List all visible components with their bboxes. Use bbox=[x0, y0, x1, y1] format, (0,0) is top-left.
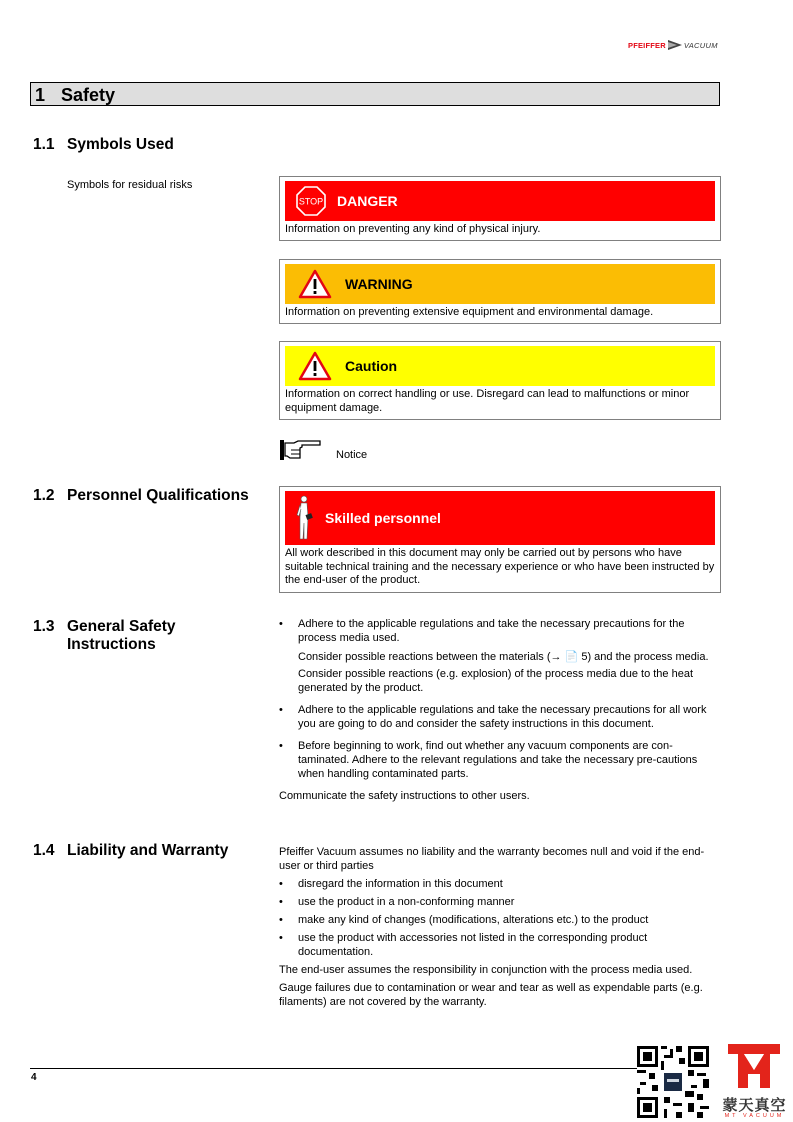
logo-arrow-icon bbox=[668, 40, 682, 50]
liability-para-2: Gauge failures due to contamination or wear and tear as well as expendable parts (e.g. filaments) are not covered by the warranty. bbox=[279, 982, 703, 1008]
list-item: • make any kind of changes (modifications, alterations etc.) to the product bbox=[279, 913, 724, 927]
danger-text: Information on preventing any kind of physical injury. bbox=[285, 223, 541, 235]
stop-sign-icon bbox=[296, 186, 326, 216]
liability-content bbox=[279, 845, 724, 1009]
danger-title: DANGER bbox=[337, 193, 398, 209]
liability-intro: Pfeiffer Vacuum assumes no liability and the warranty becomes null and void if the end-user or third parties bbox=[279, 846, 705, 872]
qr-code-icon bbox=[637, 1046, 709, 1118]
closing-text: Communicate the safety instructions to other users. bbox=[279, 790, 530, 802]
list-item: • use the product in a non-conforming manner bbox=[279, 895, 724, 909]
list-item: • use the product with accessories not listed in the corresponding product documentation. bbox=[279, 931, 724, 959]
caution-text: Information on correct handling or use. Disregard can lead to malfunctions or minor equipment damage. bbox=[285, 388, 690, 414]
page-number: 4 bbox=[31, 1072, 37, 1083]
section-heading-general-safety: 1.3 General Safety Instructions bbox=[33, 618, 176, 653]
warning-triangle-icon bbox=[298, 351, 332, 381]
pfeiffer-vacuum-logo bbox=[628, 38, 718, 52]
general-safety-content bbox=[279, 617, 724, 803]
chapter-heading bbox=[30, 82, 720, 106]
notice-label: Notice bbox=[336, 449, 368, 461]
svg-text:STOP: STOP bbox=[298, 196, 324, 207]
chapter-number: 1 bbox=[35, 85, 46, 105]
footer-divider bbox=[30, 1068, 640, 1069]
caution-title: Caution bbox=[345, 358, 398, 374]
section-heading-symbols: 1.1 Symbols Used bbox=[33, 136, 174, 153]
list-item: • disregard the information in this document bbox=[279, 877, 724, 891]
danger-box bbox=[279, 176, 721, 241]
watermark-chinese-text: 蒙天真空 bbox=[722, 1097, 787, 1114]
brand-name-red: PFEIFFER bbox=[628, 40, 666, 50]
warning-box bbox=[279, 259, 721, 324]
watermark-english-text: MT VACUUM bbox=[724, 1113, 785, 1119]
symbols-side-label: Symbols for residual risks bbox=[67, 179, 193, 191]
list-item: • Adhere to the applicable regulations and take the necessary precautions for all work you are going to do and consider the safety instructions in this document. bbox=[279, 703, 724, 731]
pointing-hand-icon bbox=[280, 440, 322, 460]
caution-box bbox=[279, 341, 721, 420]
notice-row bbox=[280, 440, 367, 460]
list-item: • Adhere to the applicable regulations and take the necessary precautions for the process media used. Consider possible reactions between the materials (→ 📄 5) and the process media. Consider possible reactions (e.g. explosion) of the process media due to the heat generated by the product. bbox=[279, 617, 724, 695]
warning-triangle-icon bbox=[298, 269, 332, 299]
mt-logo-icon bbox=[728, 1044, 780, 1088]
warning-text: Information on preventing extensive equipment and environmental damage. bbox=[285, 306, 654, 318]
section-heading-liability: 1.4 Liability and Warranty bbox=[33, 842, 229, 859]
skilled-personnel-text: All work described in this document may only be carried out by persons who have suitable technical training and the necessary experience or who have been instructed by the end-user of the product. bbox=[285, 547, 715, 586]
skilled-personnel-box bbox=[279, 486, 721, 593]
warning-title: WARNING bbox=[345, 276, 413, 292]
mt-vacuum-watermark bbox=[716, 1044, 793, 1122]
skilled-personnel-title: Skilled personnel bbox=[325, 510, 441, 526]
skilled-person-icon bbox=[296, 495, 314, 541]
brand-name-gray: VACUUM bbox=[683, 40, 718, 50]
section-heading-personnel: 1.2 Personnel Qualifications bbox=[33, 487, 249, 504]
list-item: • Before beginning to work, find out whether any vacuum components are con-taminated. Adhere to the relevant regulations and take the necessary pre-cautions when handling contaminated parts. bbox=[279, 739, 724, 781]
liability-para-1: The end-user assumes the responsibility in conjunction with the process media used. bbox=[279, 964, 693, 976]
chapter-title: Safety bbox=[61, 85, 116, 105]
